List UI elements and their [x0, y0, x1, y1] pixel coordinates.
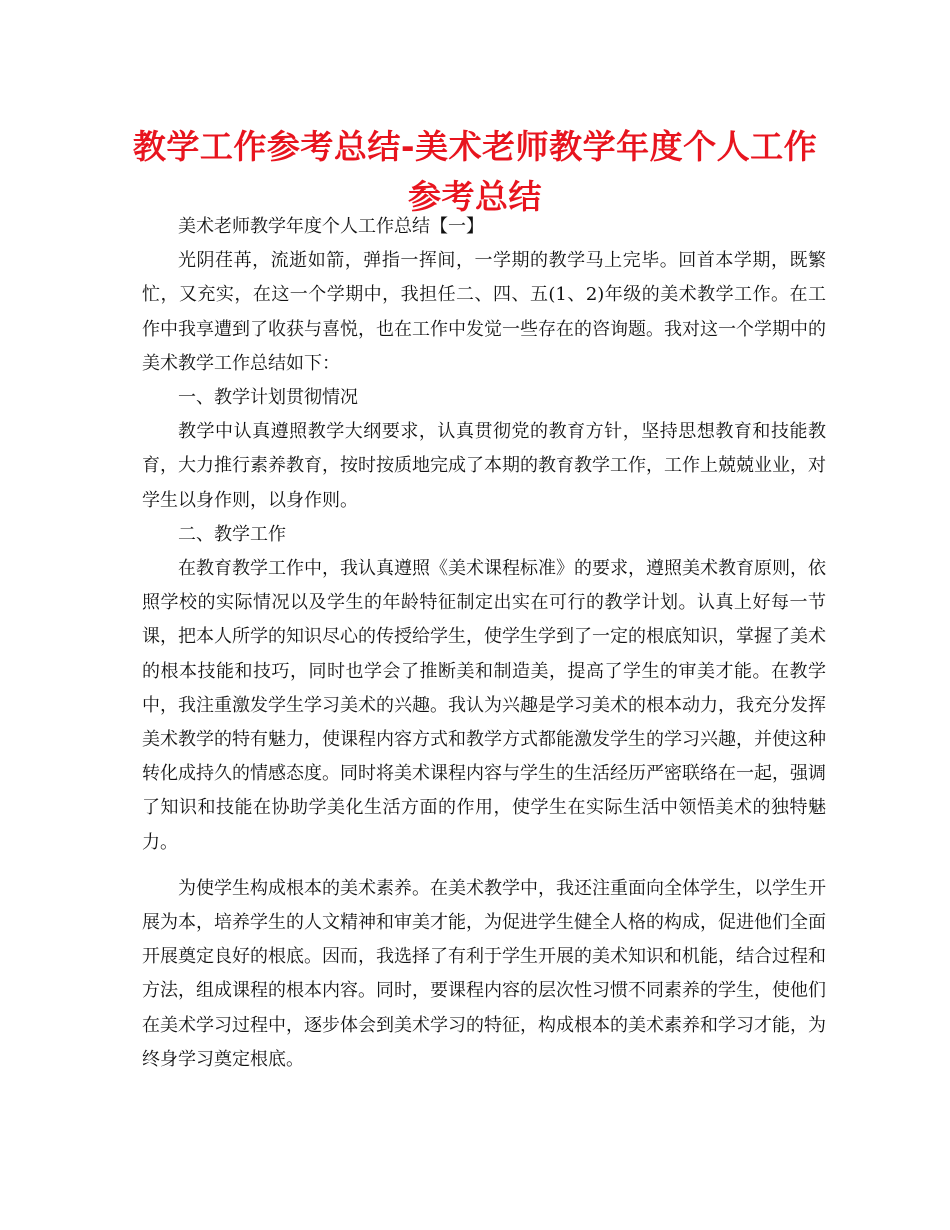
section-heading-2: 二、教学工作 [178, 523, 286, 545]
document-body [142, 210, 826, 1077]
document-title: 教学工作参考总结-美术老师教学年度个人工作参考总结 [132, 127, 818, 216]
section-heading-1: 一、教学计划贯彻情况 [178, 387, 358, 409]
paragraph-teaching: 在教育教学工作中，我认真遵照《美术课程标准》的要求，遵照美术教育原则，依照学校的实际情况以及学生的年龄特征制定出实在可行的教学计划。认真上好每一节课，把本人所学的知识尽心的传授给学生，使学生学到了一定的根底知识，掌握了美术的根本技能和技巧，同时也学会了推断美和制造美，提高了学生的审美才能。在教学中，我注重激发学生学习美术的兴趣。我认为兴趣是学习美术的根本动力，我充分发挥美术教学的特有魅力，使课程内容方式和教学方式都能激发学生的学习兴趣，并使这种转化成持久的情感态度。同时将美术课程内容与学生的生活经历严密联络在一起，强调了知识和技能在协助学美化生活方面的作用，使学生在实际生活中领悟美术的独特魅力。 [142, 558, 826, 853]
paragraph-literacy: 为使学生构成根本的美术素养。在美术教学中，我还注重面向全体学生，以学生开展为本，培养学生的人文精神和审美才能，为促进学生健全人格的构成，促进他们全面开展奠定良好的根底。因而，我选择了有利于学生开展的美术知识和机能，结合过程和方法，组成课程的根本内容。同时，要课程内容的层次性习惯不同素养的学生，使他们在美术学习过程中，逐步体会到美术学习的特征，构成根本的美术素养和学习才能，为终身学习奠定根底。 [142, 877, 826, 1070]
paragraph-plan: 教学中认真遵照教学大纲要求，认真贯彻党的教育方针，坚持思想教育和技能教育，大力推行素养教育，按时按质地完成了本期的教育教学工作，工作上兢兢业业，对学生以身作则，以身作则。 [142, 421, 826, 511]
section-subtitle: 美术老师教学年度个人工作总结【一】 [178, 216, 484, 237]
paragraph-intro: 光阴荏苒，流逝如箭，弹指一挥间，一学期的教学马上完毕。回首本学期，既繁忙，又充实，在这一个学期中，我担任二、四、五(1、2)年级的美术教学工作。在工作中我享遭到了收获与喜悦，也在工作中发觉一些存在的咨询题。我对这一个学期中的美术教学工作总结如下： [142, 250, 826, 374]
